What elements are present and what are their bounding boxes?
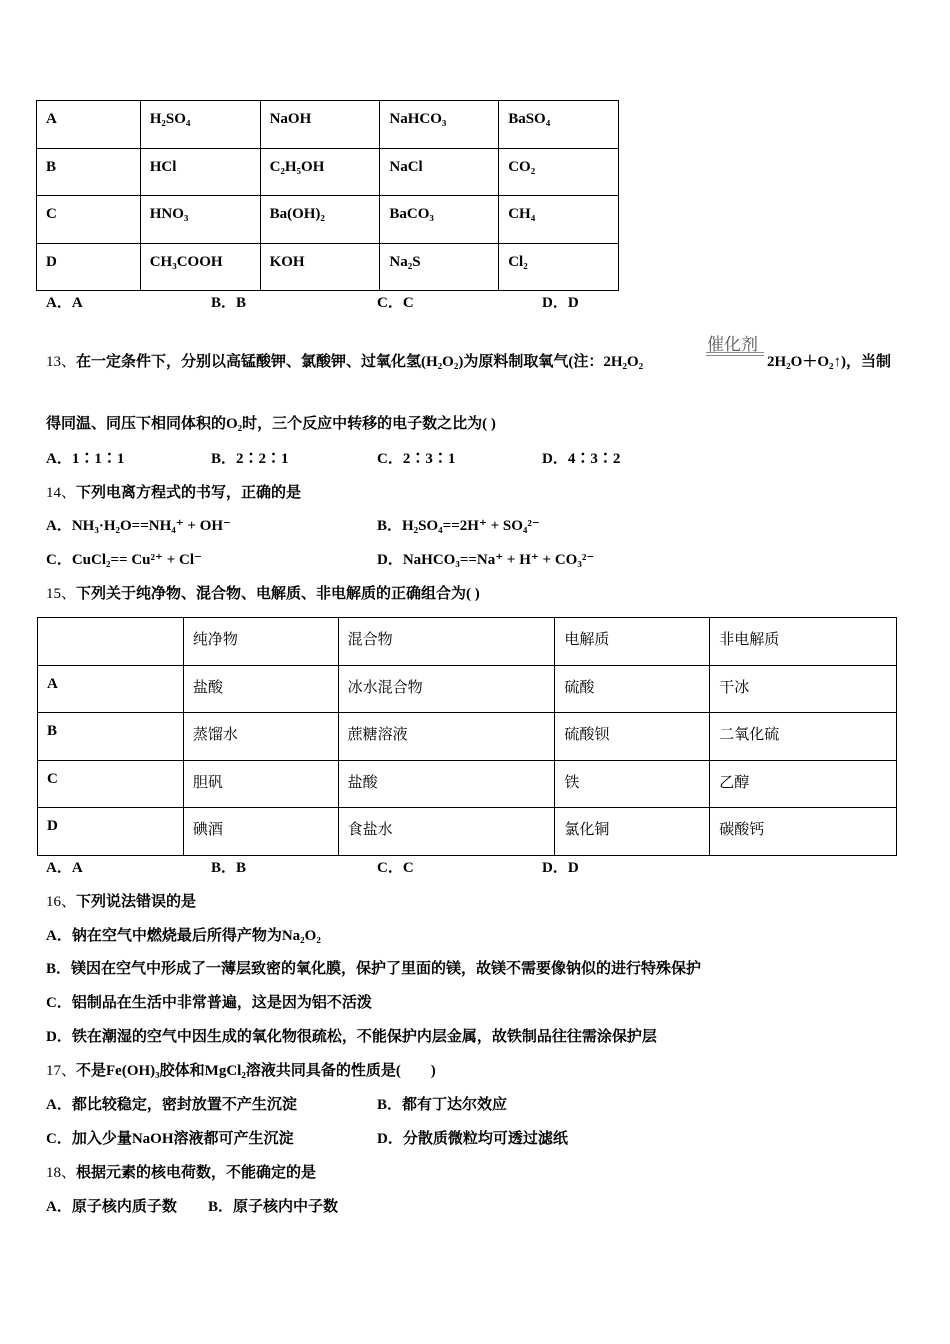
table-cell: A [38,665,184,713]
table-cell: Na₂S [380,243,499,291]
table-cell: 乙醇 [710,760,897,808]
q15-option-b: B．B [211,860,247,876]
table-row [38,618,897,666]
q13-option-a: A．1∶1∶1 [46,451,125,467]
table-cell: 碳酸钙 [710,808,897,856]
table-cell: HCl [140,148,260,196]
q16-option-b: B．镁因在空气中形成了一薄层致密的氧化膜，保护了里面的镁，故镁不需要像钠似的进行特殊保护 [46,961,702,977]
table-row [37,196,619,244]
q15-option-d: D．D [542,860,579,876]
q17-stem [46,1061,436,1081]
q12-option-b: B．B [211,295,247,311]
q12-option-c: C．C [377,295,414,311]
table-row [38,713,897,761]
table-cell: 氯化铜 [555,808,710,856]
table-cell: D [37,243,141,291]
table-cell: 胆矾 [183,760,338,808]
table-cell: 混合物 [338,618,555,666]
q15-option-c: C．C [377,860,414,876]
table-row [38,665,897,713]
table-cell: BaSO₄ [499,101,619,149]
q17-option-b: B．都有丁达尔效应 [377,1097,508,1113]
table-cell: 硫酸钡 [555,713,710,761]
q17-option-d: D．分散质微粒均可透过滤纸 [377,1131,568,1147]
table-cell: 非电解质 [710,618,897,666]
q13-option-b: B．2∶2∶1 [211,451,289,467]
table-cell: 电解质 [555,618,710,666]
table-cell: 纯净物 [183,618,338,666]
table-row [38,760,897,808]
q13-number: 13、 [46,354,77,370]
q18-number: 18、 [46,1165,77,1181]
q15-option-a: A．A [46,860,83,876]
table-cell: 食盐水 [338,808,555,856]
table-cell: NaHCO₃ [380,101,499,149]
table-cell: 干冰 [710,665,897,713]
table-cell: 盐酸 [183,665,338,713]
q13-text2: 2H₂O＋O₂↑)，当制 [767,354,891,370]
q16-text: 下列说法错误的是 [76,894,197,910]
table-cell: BaCO₃ [380,196,499,244]
table-cell: B [37,148,141,196]
table-cell: 蔗糖溶液 [338,713,555,761]
q16-stem [46,892,196,912]
q14-option-a: A．NH₃·H₂O==NH₄⁺ + OH⁻ [46,518,231,534]
q12-table [36,100,619,291]
q14-number: 14、 [46,485,77,501]
q16-option-c: C．铝制品在生活中非常普遍，这是因为铝不活泼 [46,995,372,1011]
table-cell [38,618,184,666]
q17-number: 17、 [46,1063,77,1079]
q18-text: 根据元素的核电荷数，不能确定的是 [76,1165,317,1181]
table-cell: H₂SO₄ [140,101,260,149]
q18-option-b: B．原子核内中子数 [208,1199,339,1215]
q13-option-d: D．4∶3∶2 [542,451,621,467]
q13-text1: 在一定条件下，分别以高锰酸钾、氯酸钾、过氧化氢(H₂O₂)为原料制取氧气(注：2H₂O₂ [76,354,644,370]
table-cell: 硫酸 [555,665,710,713]
q15-number: 15、 [46,586,77,602]
table-cell: CO₂ [499,148,619,196]
q15-stem [46,584,480,604]
q14-option-c: C．CuCl₂== Cu²⁺ + Cl⁻ [46,552,202,568]
q15-table [37,617,897,856]
table-cell: B [38,713,184,761]
table-cell: D [38,808,184,856]
table-cell: C [37,196,141,244]
table-cell: C [38,760,184,808]
q13-text3: 得同温、同压下相同体积的O₂时，三个反应中转移的电子数之比为( ) [46,416,496,432]
q14-stem [46,483,301,503]
table-row [37,148,619,196]
q12-option-d: D．D [542,295,579,311]
table-cell: 蒸馏水 [183,713,338,761]
q12-option-a: A．A [46,295,83,311]
q16-option-a: A．钠在空气中燃烧最后所得产物为Na₂O₂ [46,928,321,944]
table-cell: 碘酒 [183,808,338,856]
table-cell: C₂H₅OH [260,148,380,196]
table-cell: 二氧化硫 [710,713,897,761]
table-cell: NaCl [380,148,499,196]
q18-option-a: A．原子核内质子数 [46,1199,177,1215]
q13-option-c: C．2∶3∶1 [377,451,456,467]
q13-stem-line1 [46,352,643,372]
table-cell: KOH [260,243,380,291]
q15-text: 下列关于纯净物、混合物、电解质、非电解质的正确组合为( ) [76,586,480,602]
q14-option-d: D．NaHCO₃==Na⁺ + H⁺ + CO₃²⁻ [377,552,595,568]
q16-number: 16、 [46,894,77,910]
table-row [37,101,619,149]
table-cell: 冰水混合物 [338,665,555,713]
table-cell: NaOH [260,101,380,149]
table-row [37,243,619,291]
table-cell: A [37,101,141,149]
q16-option-d: D．铁在潮湿的空气中因生成的氧化物很疏松，不能保护内层金属，故铁制品往往需涂保护层 [46,1029,657,1045]
table-cell: Ba(OH)₂ [260,196,380,244]
q18-stem [46,1163,316,1183]
table-cell: 盐酸 [338,760,555,808]
table-cell: 铁 [555,760,710,808]
table-cell: Cl₂ [499,243,619,291]
table-cell: CH₃COOH [140,243,260,291]
table-cell: CH₄ [499,196,619,244]
q14-text: 下列电离方程式的书写，正确的是 [76,485,302,501]
q17-option-c: C．加入少量NaOH溶液都可产生沉淀 [46,1131,294,1147]
q14-option-b: B．H₂SO₄==2H⁺ + SO₄²⁻ [377,518,540,534]
catalyst-label: 催化剂 [707,335,758,354]
reaction-arrow [706,352,764,356]
q17-text: 不是Fe(OH)₃胶体和MgCl₂溶液共同具备的性质是( ) [76,1063,436,1079]
table-cell: HNO₃ [140,196,260,244]
q17-option-a: A．都比较稳定，密封放置不产生沉淀 [46,1097,297,1113]
table-row [38,808,897,856]
